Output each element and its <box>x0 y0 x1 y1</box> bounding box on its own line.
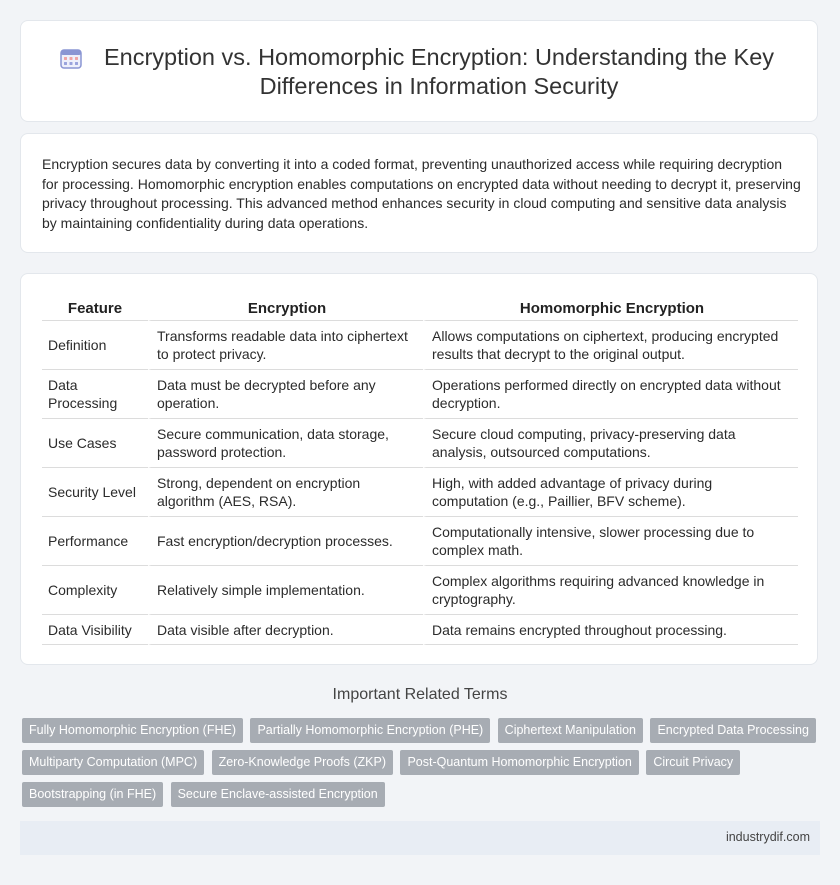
row-feature: Definition <box>42 321 148 370</box>
related-term-tag[interactable]: Zero-Knowledge Proofs (ZKP) <box>212 750 393 775</box>
row-homomorphic: High, with added advantage of privacy during computation (e.g., Paillier, BFV scheme). <box>423 468 798 517</box>
related-term-tag[interactable]: Ciphertext Manipulation <box>498 718 643 743</box>
row-homomorphic: Computationally intensive, slower processing due to complex math. <box>423 517 798 566</box>
row-encryption: Fast encryption/decryption processes. <box>148 517 423 566</box>
row-homomorphic: Secure cloud computing, privacy-preserving data analysis, outsourced computations. <box>423 419 798 468</box>
row-feature: Complexity <box>42 566 148 615</box>
table-row <box>42 566 798 615</box>
header-feature: Feature <box>42 296 148 321</box>
row-encryption: Secure communication, data storage, password protection. <box>148 419 423 468</box>
row-feature: Data Visibility <box>42 615 148 645</box>
row-feature: Performance <box>42 517 148 566</box>
row-feature: Security Level <box>42 468 148 517</box>
header-encryption: Encryption <box>148 296 423 321</box>
related-term-tag[interactable]: Partially Homomorphic Encryption (PHE) <box>250 718 490 743</box>
header-homomorphic: Homomorphic Encryption <box>423 296 798 321</box>
comparison-table <box>42 296 798 645</box>
row-homomorphic: Allows computations on ciphertext, producing encrypted results that decrypt to the original output. <box>423 321 798 370</box>
intro-paragraph: Encryption secures data by converting it into a coded format, preventing unauthorized access while requiring decryption for processing. Homomorphic encryption enables computations on encrypted data without needing to decrypt it, preserving privacy throughout processing. This advanced method enhances security in cloud computing and sensitive data analysis by maintaining confidentiality during data operations. <box>42 156 801 231</box>
row-homomorphic: Data remains encrypted throughout processing. <box>423 615 798 645</box>
row-encryption: Relatively simple implementation. <box>148 566 423 615</box>
related-term-tag[interactable]: Circuit Privacy <box>646 750 740 775</box>
title-card <box>20 20 818 122</box>
table-row <box>42 615 798 645</box>
row-feature: Data Processing <box>42 370 148 419</box>
related-term-tag[interactable]: Bootstrapping (in FHE) <box>22 782 163 807</box>
related-terms-heading: Important Related Terms <box>332 686 508 703</box>
table-row <box>42 419 798 468</box>
row-encryption: Strong, dependent on encryption algorithm (AES, RSA). <box>148 468 423 517</box>
table-row <box>42 517 798 566</box>
footer <box>20 821 820 855</box>
row-encryption: Data must be decrypted before any operation. <box>148 370 423 419</box>
row-feature: Use Cases <box>42 419 148 468</box>
related-term-tag[interactable]: Multiparty Computation (MPC) <box>22 750 204 775</box>
related-term-tag[interactable]: Fully Homomorphic Encryption (FHE) <box>22 718 243 743</box>
table-row <box>42 321 798 370</box>
row-homomorphic: Complex algorithms requiring advanced knowledge in cryptography. <box>423 566 798 615</box>
table-row <box>42 370 798 419</box>
footer-site-link[interactable]: industrydif.com <box>725 830 810 844</box>
related-term-tag[interactable]: Post-Quantum Homomorphic Encryption <box>400 750 638 775</box>
comparison-card <box>20 273 818 665</box>
page-title: Encryption vs. Homomorphic Encryption: Understanding the Key Differences in Information Security <box>103 44 775 99</box>
related-term-tag[interactable]: Secure Enclave-assisted Encryption <box>171 782 385 807</box>
row-homomorphic: Operations performed directly on encrypted data without decryption. <box>423 370 798 419</box>
related-term-tag[interactable]: Encrypted Data Processing <box>650 718 815 743</box>
intro-card <box>20 133 818 253</box>
related-terms-list <box>22 718 822 814</box>
row-encryption: Transforms readable data into ciphertext to protect privacy. <box>148 321 423 370</box>
table-row <box>42 468 798 517</box>
table-header-row <box>42 296 798 321</box>
row-encryption: Data visible after decryption. <box>148 615 423 645</box>
